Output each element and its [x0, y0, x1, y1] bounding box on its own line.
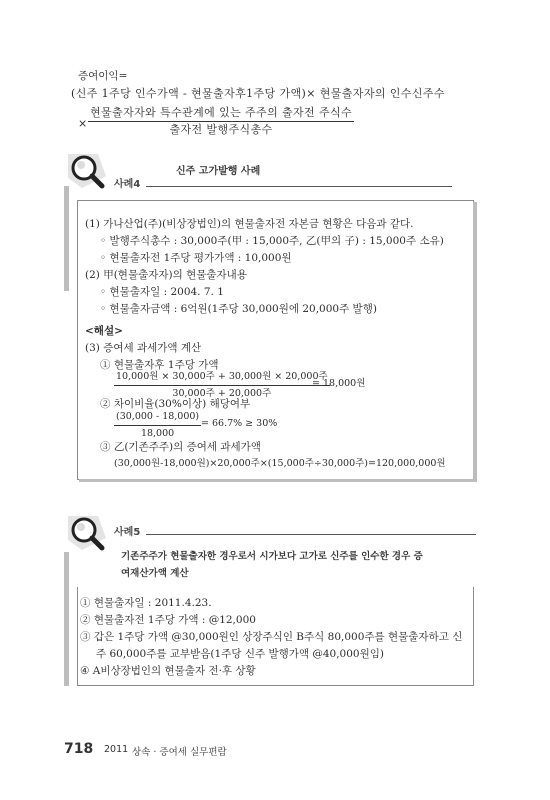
- case4-line: ◦ 발행주식총수 : 30,000주(甲 : 15,000주, 乙(甲의 子) : 15,000주 소유): [100, 235, 444, 247]
- page-number: 718: [64, 741, 94, 757]
- intro-times-sign: ×: [78, 117, 88, 130]
- case4-sub-step: ① 현물출자후 1주당 가액: [100, 359, 219, 371]
- case4-box-shadow-right: [473, 202, 477, 481]
- intro-fraction-denominator: 출자전 발행주식총수: [169, 123, 273, 136]
- case4-box-shadow-bottom: [79, 479, 477, 482]
- case4-sub-step: ③ 乙(기존주주)의 증여세 과세가액: [100, 441, 261, 453]
- case4-title: 신주 고가발행 사례: [176, 166, 261, 177]
- eq2-denominator: 18,000: [140, 428, 175, 439]
- eq1-denominator: 30,000주 + 20,000주: [172, 388, 272, 399]
- footer-book-title: 상속 · 증여세 실무편람: [132, 747, 227, 758]
- case4-line: (2) 甲(현물출자자)의 현물출자내용: [85, 269, 247, 281]
- case5-line: 주 60,000주를 교부받음(1주당 신주 발행가액 @40,000원임): [96, 648, 384, 660]
- intro-label: 증여이익=: [78, 70, 128, 82]
- case4-line: ◦ 현물출자전 1주당 평가가액 : 10,000원: [100, 252, 292, 264]
- case4-tag: 사례4: [114, 179, 141, 190]
- magnifier-icon: [64, 510, 110, 556]
- intro-formula-line: (신주 1주당 인수가액 - 현물출자후1주당 가액)× 현물출자자의 인수신주수: [71, 87, 445, 100]
- case4-line: ◦ 현물출자일 : 2004. 7. 1: [100, 286, 224, 298]
- case5-tag: 사례5: [114, 527, 141, 538]
- case4-sub-step: ② 차이비율(30%이상) 해당여부: [100, 398, 251, 410]
- case5-title-line: 여재산가액 계산: [121, 568, 189, 579]
- case4-side-shade: [64, 186, 69, 291]
- case5-side-shade: [64, 552, 69, 686]
- case5-line: ③ 갑은 1주당 가액 @30,000원인 상장주식인 B주식 80,000주를 현물출자하고 신: [80, 631, 463, 643]
- intro-fraction: [88, 106, 354, 137]
- footer-year: 2011: [104, 744, 129, 755]
- case4-equation-2: [114, 410, 201, 441]
- eq2-result: = 66.7% ≥ 30%: [201, 418, 278, 429]
- case5-title-line: 기존주주가 현물출자한 경우로서 시가보다 고가로 신주를 인수한 경우 증: [121, 551, 423, 562]
- case4-line: ◦ 현물출자금액 : 6억원(1주당 30,000원에 20,000주 발행): [100, 303, 377, 315]
- eq1-numerator: 10,000원 × 30,000주 + 30,000원 × 20,000주: [114, 370, 330, 386]
- eq1-result: = 18,000원: [312, 378, 366, 389]
- case4-line: (1) 가나산업(주)(비상장법인)의 현물출자전 자본금 현황은 다음과 같다.: [85, 218, 414, 230]
- eq2-numerator: (30,000 - 18,000): [114, 410, 201, 426]
- case5-title-rule: [146, 534, 476, 535]
- case4-equation-3: (30,000원-18,000원)×20,000주×(15,000주÷30,000주)=120,000,000원: [114, 458, 446, 469]
- intro-fraction-numerator: 현물출자자와 특수관계에 있는 주주의 출자전 주식수: [88, 106, 354, 122]
- magnifier-icon: [64, 148, 110, 194]
- case4-title-rule: [146, 186, 452, 187]
- case5-line: ④ A비상장법인의 현물출자 전·후 상황: [80, 665, 256, 677]
- case4-solution-step: (3) 증여세 과세가액 계산: [85, 342, 202, 354]
- case5-line: ② 현물출자전 1주당 가액 : @12,000: [80, 614, 256, 626]
- case4-solution-heading: <해설>: [85, 325, 123, 337]
- case5-line: ① 현물출자일 : 2011.4.23.: [80, 597, 212, 609]
